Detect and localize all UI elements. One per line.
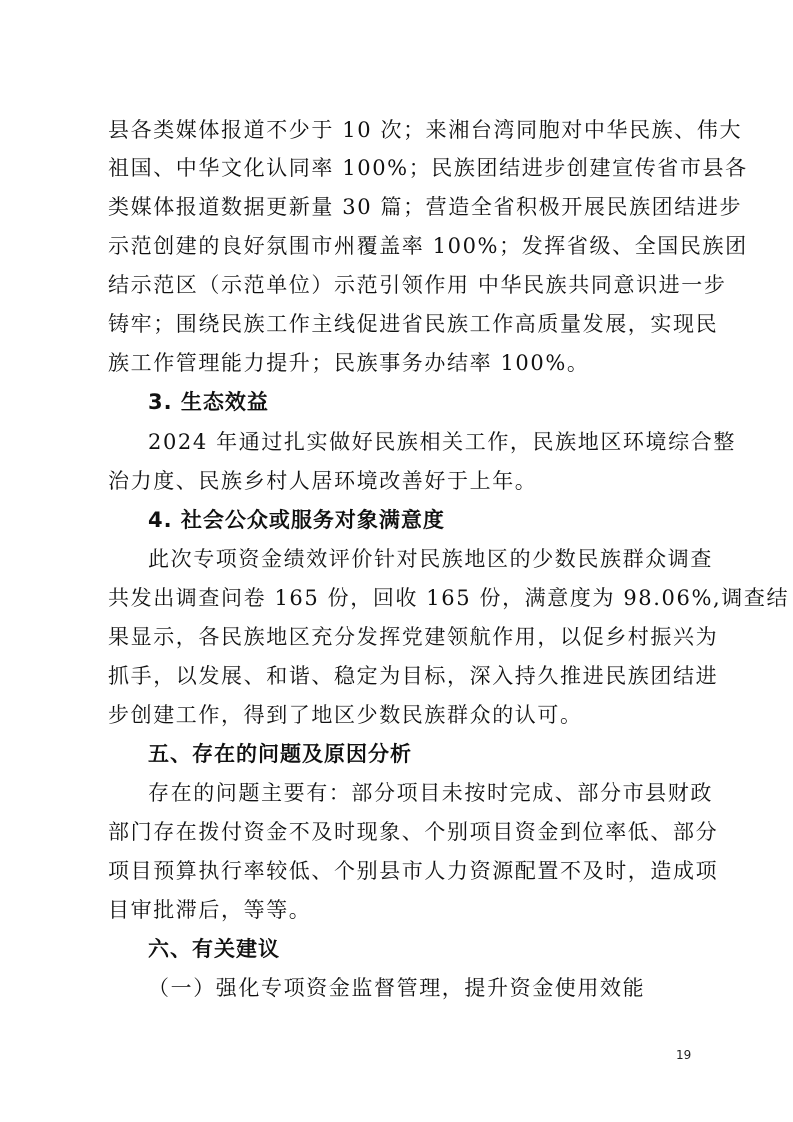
paragraph-line: 抓手，以发展、和谐、稳定为目标，深入持久推进民族团结进 (108, 664, 719, 688)
paragraph-line: 祖国、中华文化认同率 100%；民族团结进步创建宣传省市县各 (108, 156, 748, 180)
paragraph-line: 结示范区（示范单位）示范引领作用 中华民族共同意识进一步 (108, 273, 727, 297)
subsection-heading-supervision: （一）强化专项资金监督管理，提升资金使用效能 (148, 976, 646, 1000)
section-heading-ecological-benefits: 3. 生态效益 (148, 390, 269, 414)
paragraph-line: 目审批滞后，等等。 (108, 898, 312, 922)
paragraph-line: 果显示，各民族地区充分发挥党建领航作用，以促乡村振兴为 (108, 625, 719, 649)
section-heading-satisfaction: 4. 社会公众或服务对象满意度 (148, 508, 445, 532)
paragraph-line: 治力度、民族乡村人居环境改善好于上年。 (108, 469, 538, 493)
paragraph-line: 部门存在拨付资金不及时现象、个别项目资金到位率低、部分 (108, 820, 719, 844)
paragraph-line: 类媒体报道数据更新量 30 篇；营造全省积极开展民族团结进步 (108, 195, 743, 219)
section-heading-problems: 五、存在的问题及原因分析 (148, 742, 412, 766)
paragraph-line: 县各类媒体报道不少于 10 次；来湘台湾同胞对中华民族、伟大 (108, 118, 743, 142)
paragraph-line: 项目预算执行率较低、个别县市人力资源配置不及时，造成项 (108, 859, 719, 883)
paragraph-line: 此次专项资金绩效评价针对民族地区的少数民族群众调查 (148, 547, 713, 571)
paragraph-line: 族工作管理能力提升；民族事务办结率 100%。 (108, 351, 590, 375)
paragraph-line: 示范创建的良好氛围市州覆盖率 100%；发挥省级、全国民族团 (108, 234, 748, 258)
paragraph-line: 铸牢；围绕民族工作主线促进省民族工作高质量发展，实现民 (108, 312, 719, 336)
section-heading-suggestions: 六、有关建议 (148, 937, 280, 961)
paragraph-line: 2024 年通过扎实做好民族相关工作，民族地区环境综合整 (148, 430, 736, 454)
paragraph-line: 步创建工作，得到了地区少数民族群众的认可。 (108, 703, 583, 727)
paragraph-line: 共发出调查问卷 165 份，回收 165 份，满意度为 98.06%,调查结 (108, 586, 790, 610)
paragraph-line: 存在的问题主要有：部分项目未按时完成、部分市县财政 (148, 781, 713, 805)
page-number: 19 (676, 1048, 692, 1062)
